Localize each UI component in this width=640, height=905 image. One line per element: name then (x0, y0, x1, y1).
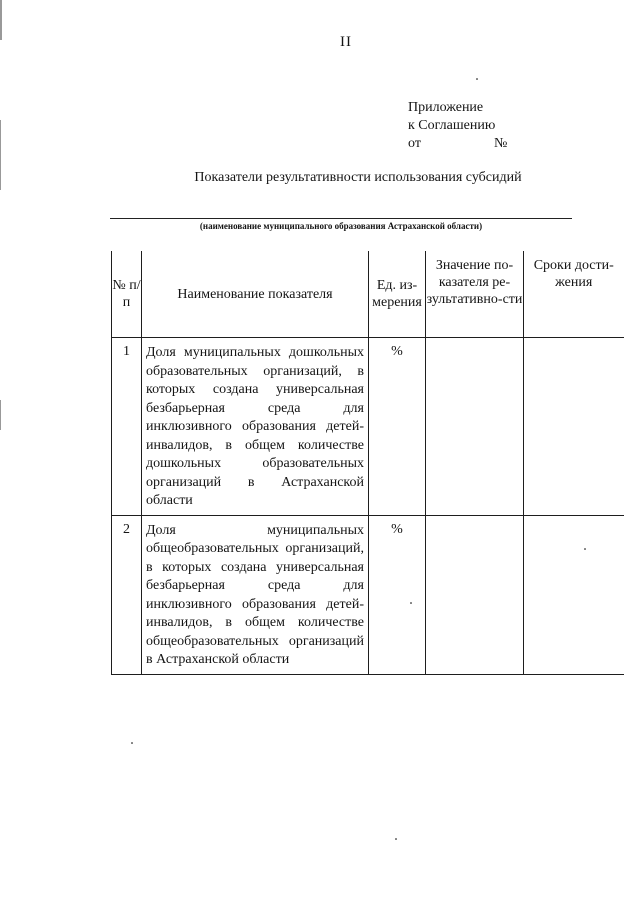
indicator-deadline (524, 338, 624, 516)
page-number: II (340, 34, 352, 50)
header-value: Значение по-казателя ре-зультативно-сти (426, 251, 524, 338)
municipality-caption: (наименование муниципального образования Астраханской области) (199, 221, 483, 231)
scan-edge-mark (0, 0, 2, 40)
appendix-number-label: № (494, 136, 508, 151)
indicator-deadline (524, 515, 624, 674)
table-header-row (112, 251, 624, 338)
appendix-from-label: от (408, 136, 421, 151)
indicators-table (111, 251, 624, 675)
indicator-name: Доля муниципальных дошкольных образовательных организаций, в которых создана универсальная безбарьерная среда для инклюзивного образования детей-инвалидов, в общем количестве дошкольных образовательных организаций в Астраханской области (142, 338, 369, 516)
row-number: 2 (112, 515, 142, 674)
appendix-title: Приложение (408, 100, 484, 115)
table-row (112, 338, 624, 516)
scan-speck (131, 742, 133, 744)
scan-speck (410, 602, 412, 604)
municipality-name-line (110, 218, 572, 219)
header-name: Наименование показателя (142, 251, 369, 338)
appendix-block (408, 99, 518, 153)
indicator-value (426, 338, 524, 516)
scan-speck (584, 548, 586, 550)
scan-edge-mark (0, 400, 1, 430)
header-deadline: Сроки дости-жения (524, 251, 624, 338)
indicator-name: Доля муниципальных общеобразовательных организаций, в которых создана универсальная безбарьерная среда для инклюзивного образования детей-инвалидов, в общем количестве общеобразовательных организаций в Астраханской области (142, 515, 369, 674)
document-title: Показатели результативности использования субсидий (194, 170, 522, 185)
indicator-value (426, 515, 524, 674)
header-num: № п/п (112, 251, 142, 338)
indicator-unit: % (369, 338, 426, 516)
row-number: 1 (112, 338, 142, 516)
header-unit: Ед. из-мерения (369, 251, 426, 338)
appendix-date-row (408, 135, 518, 153)
table-row (112, 515, 624, 674)
scan-speck (395, 838, 397, 840)
indicator-unit: % (369, 515, 426, 674)
appendix-agreement: к Соглашению (408, 118, 496, 133)
scan-speck (476, 78, 478, 80)
